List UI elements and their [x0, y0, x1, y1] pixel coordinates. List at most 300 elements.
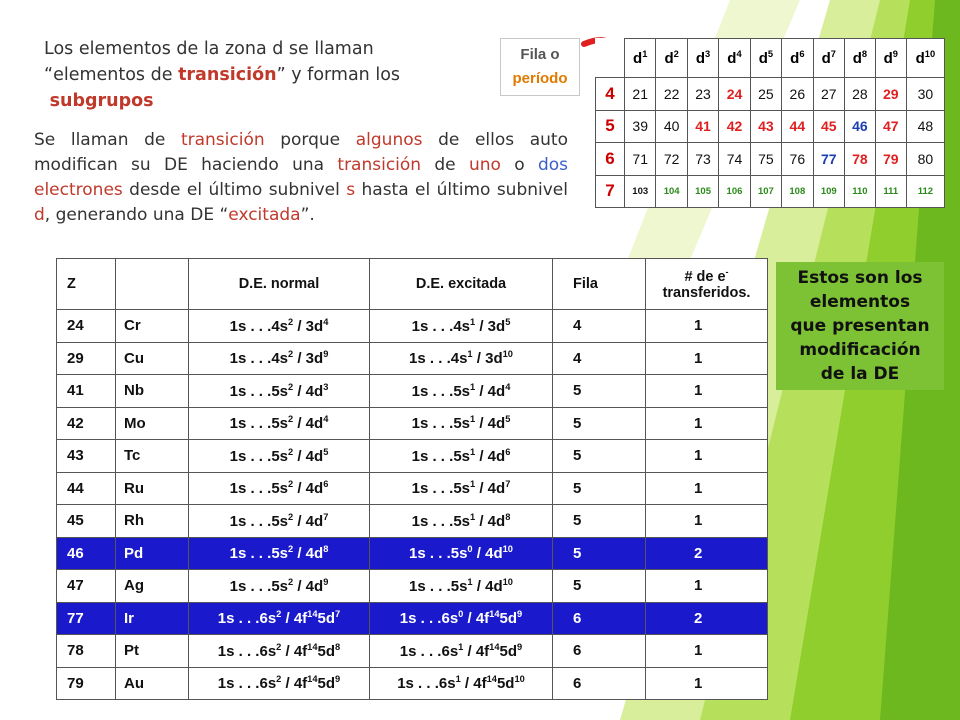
- config-mid: / 4d: [293, 545, 324, 563]
- element-number: 44: [782, 110, 813, 143]
- config-sup: 7: [335, 609, 341, 620]
- config-mid: / 3d: [293, 317, 324, 335]
- element-symbol: Tc: [116, 440, 189, 473]
- element-symbol: Pd: [116, 537, 189, 570]
- orbital-number: 9: [892, 49, 898, 59]
- period-row: [596, 78, 945, 111]
- config-sup: 10: [502, 576, 513, 587]
- config-mid: / 4d: [472, 545, 503, 563]
- table-row: [57, 667, 768, 700]
- orbital-letter: d: [915, 50, 925, 67]
- config-sup: 10: [502, 544, 513, 555]
- intro-line-2-pre: “elementos de: [44, 65, 179, 85]
- config-sup: 2: [288, 316, 294, 327]
- element-symbol: Cr: [116, 310, 189, 343]
- period-value: 5: [553, 375, 646, 408]
- config-sup: 14: [307, 674, 318, 685]
- config-mid: / 4d: [293, 415, 324, 433]
- period-number: 6: [596, 143, 625, 176]
- period-value: 6: [553, 667, 646, 700]
- config-sup: 5: [323, 446, 329, 457]
- config-mid: / 4d: [475, 480, 506, 498]
- config-base: 1s . . .5s: [229, 577, 288, 595]
- config-mid: / 4f: [460, 675, 487, 693]
- electrons-transferred: 1: [646, 310, 768, 343]
- table-row: [57, 602, 768, 635]
- config-sup: 3: [323, 381, 329, 392]
- orbital-letter: d: [852, 50, 862, 67]
- orbital-header: [844, 39, 875, 78]
- config-sup: 5: [505, 316, 511, 327]
- config-mid: 5d: [317, 642, 336, 660]
- paragraph-segment: de ellos auto modifican su DE haciendo una: [34, 130, 568, 175]
- element-number: 112: [906, 175, 944, 208]
- normal-configuration: [189, 310, 370, 343]
- config-base: 1s . . .5s: [411, 447, 470, 465]
- note-line: de la DE: [820, 364, 900, 384]
- orbital-letter: d: [821, 50, 831, 67]
- config-mid: / 4d: [293, 512, 324, 530]
- electrons-transferred: 1: [646, 570, 768, 603]
- config-mid: / 3d: [475, 317, 506, 335]
- config-sup: 14: [489, 641, 500, 652]
- period-number: 5: [596, 110, 625, 143]
- excited-configuration: [370, 505, 553, 538]
- config-mid: / 4f: [281, 675, 308, 693]
- normal-configuration: [189, 375, 370, 408]
- config-base: 1s . . .6s: [399, 610, 459, 628]
- config-sup: 1: [467, 576, 473, 587]
- element-number: 80: [906, 143, 944, 176]
- orbital-number: 10: [924, 49, 936, 59]
- config-base: 1s . . .5s: [229, 415, 288, 433]
- electrons-transferred: 1: [646, 440, 768, 473]
- table-row: [57, 537, 768, 570]
- table-row: [57, 570, 768, 603]
- atomic-number: 44: [57, 472, 116, 505]
- config-sup: 2: [288, 381, 294, 392]
- config-sup: 9: [335, 674, 341, 685]
- element-number: 107: [750, 175, 781, 208]
- header-fila: Fila: [553, 259, 646, 310]
- element-number: 74: [719, 143, 750, 176]
- config-sup: 2: [276, 674, 282, 685]
- element-number: 48: [906, 110, 944, 143]
- orbital-header: [782, 39, 813, 78]
- electrons-transferred: 1: [646, 635, 768, 668]
- electrons-transferred: 1: [646, 472, 768, 505]
- config-mid: / 4d: [475, 382, 506, 400]
- element-symbol: Rh: [116, 505, 189, 538]
- orbital-number: 1: [642, 49, 648, 59]
- header-row: [57, 259, 768, 310]
- table-row: [57, 472, 768, 505]
- config-sup: 1: [470, 511, 476, 522]
- config-sup: 1: [467, 349, 473, 360]
- element-symbol: Ag: [116, 570, 189, 603]
- element-number: 25: [750, 78, 781, 111]
- element-number: 47: [875, 110, 906, 143]
- config-base: 1s . . .5s: [229, 447, 288, 465]
- orbital-header: [875, 39, 906, 78]
- element-symbol: Mo: [116, 407, 189, 440]
- period-value: 5: [553, 537, 646, 570]
- config-sup: 6: [505, 446, 511, 457]
- config-base: 1s . . .4s: [229, 350, 288, 368]
- normal-configuration: [189, 342, 370, 375]
- config-base: 1s . . .4s: [411, 317, 470, 335]
- config-mid: / 4f: [463, 642, 490, 660]
- electrons-transferred: 2: [646, 602, 768, 635]
- orbital-letter: d: [664, 50, 674, 67]
- config-sup: 1: [470, 316, 476, 327]
- header-z: Z: [57, 259, 116, 310]
- excited-configuration: [370, 310, 553, 343]
- electrons-transferred: 1: [646, 407, 768, 440]
- period-value: 4: [553, 310, 646, 343]
- header-excited: D.E. excitada: [370, 259, 553, 310]
- config-base: 1s . . .6s: [217, 642, 277, 660]
- normal-configuration: [189, 505, 370, 538]
- orbital-header: [656, 39, 687, 78]
- intro-line-2: [44, 62, 444, 88]
- config-mid: / 4d: [293, 447, 324, 465]
- orbital-number: 3: [705, 49, 711, 59]
- config-mid: 5d: [317, 610, 336, 628]
- config-mid: / 4d: [293, 480, 324, 498]
- paragraph-segment: porque: [264, 130, 356, 150]
- atomic-number: 77: [57, 602, 116, 635]
- config-sup: 9: [323, 576, 329, 587]
- orbital-letter: d: [727, 50, 737, 67]
- excited-configuration: [370, 635, 553, 668]
- config-sup: 2: [288, 414, 294, 425]
- element-number: 109: [813, 175, 844, 208]
- config-sup: 7: [505, 479, 511, 490]
- element-symbol: Cu: [116, 342, 189, 375]
- element-number: 71: [625, 143, 656, 176]
- orbital-number: 4: [736, 49, 742, 59]
- config-sup: 9: [517, 609, 523, 620]
- config-sup: 1: [455, 674, 461, 685]
- excited-configuration: [370, 342, 553, 375]
- period-value: 5: [553, 570, 646, 603]
- config-sup: 4: [323, 316, 329, 327]
- paragraph-segment: desde el último subnivel: [122, 180, 347, 200]
- orbital-letter: d: [695, 50, 706, 67]
- config-sup: 2: [288, 349, 294, 360]
- orbital-letter: d: [883, 50, 893, 67]
- table-row: [57, 310, 768, 343]
- paragraph-segment: transición: [337, 155, 422, 175]
- normal-configuration: [189, 407, 370, 440]
- config-sup: 2: [288, 479, 294, 490]
- element-number: 39: [625, 110, 656, 143]
- config-sup: 8: [323, 544, 329, 555]
- header-transferred-pre: # de e: [684, 268, 726, 285]
- config-base: 1s . . .5s: [411, 512, 470, 530]
- period-value: 4: [553, 342, 646, 375]
- element-number: 104: [656, 175, 687, 208]
- atomic-number: 79: [57, 667, 116, 700]
- element-number: 75: [750, 143, 781, 176]
- table-row: [57, 635, 768, 668]
- excited-configuration: [370, 537, 553, 570]
- config-sup: 14: [486, 674, 497, 685]
- element-number: 24: [719, 78, 750, 111]
- header-symbol: [116, 259, 189, 310]
- intro-subgrupos-highlight: subgrupos: [49, 91, 154, 111]
- atomic-number: 42: [57, 407, 116, 440]
- element-number: 42: [719, 110, 750, 143]
- config-mid: / 4f: [281, 642, 308, 660]
- config-mid: / 3d: [472, 350, 503, 368]
- normal-configuration: [189, 667, 370, 700]
- atomic-number: 43: [57, 440, 116, 473]
- orbital-number: 6: [799, 49, 805, 59]
- period-row: [596, 175, 945, 208]
- element-number: 30: [906, 78, 944, 111]
- config-sup: 1: [470, 446, 476, 457]
- normal-configuration: [189, 570, 370, 603]
- config-sup: 14: [307, 609, 318, 620]
- config-sup: 0: [467, 544, 473, 555]
- period-value: 6: [553, 602, 646, 635]
- orbital-header: [719, 39, 750, 78]
- config-mid: 5d: [499, 610, 518, 628]
- normal-configuration: [189, 537, 370, 570]
- config-mid: 5d: [499, 642, 518, 660]
- table-row: [57, 505, 768, 538]
- atomic-number: 41: [57, 375, 116, 408]
- note-box: [776, 262, 944, 390]
- normal-configuration: [189, 440, 370, 473]
- note-line: Estos son los: [797, 268, 923, 288]
- excited-configuration: [370, 667, 553, 700]
- excited-configuration: [370, 407, 553, 440]
- orbital-letter: d: [790, 50, 800, 67]
- period-value: 5: [553, 440, 646, 473]
- config-sup: 4: [505, 381, 511, 392]
- config-sup: 10: [514, 674, 525, 685]
- atomic-number: 46: [57, 537, 116, 570]
- periodic-d-block-table: [595, 38, 945, 208]
- config-base: 1s . . .5s: [229, 512, 288, 530]
- config-sup: 2: [288, 544, 294, 555]
- config-sup: 9: [517, 641, 523, 652]
- config-mid: 5d: [317, 675, 336, 693]
- period-value: 5: [553, 472, 646, 505]
- element-number: 72: [656, 143, 687, 176]
- config-mid: / 3d: [293, 350, 324, 368]
- orbital-header: [687, 39, 718, 78]
- orbital-header: [906, 39, 944, 78]
- element-symbol: Ru: [116, 472, 189, 505]
- explanation-paragraph: [34, 128, 568, 228]
- config-base: 1s . . .6s: [217, 675, 277, 693]
- element-number: 79: [875, 143, 906, 176]
- paragraph-segment: d: [34, 205, 45, 225]
- table-row: [57, 440, 768, 473]
- header-transferred-post: transferidos.: [662, 284, 751, 301]
- config-mid: 5d: [496, 675, 515, 693]
- config-mid: / 4d: [475, 512, 506, 530]
- excited-configuration: [370, 375, 553, 408]
- config-sup: 2: [288, 511, 294, 522]
- electrons-transferred: 1: [646, 342, 768, 375]
- config-mid: / 4d: [475, 447, 506, 465]
- paragraph-segment: s: [346, 180, 356, 200]
- period-row: [596, 110, 945, 143]
- config-sup: 10: [502, 349, 513, 360]
- intro-line-1: Los elementos de la zona d se llaman: [44, 39, 374, 59]
- config-sup: 6: [323, 479, 329, 490]
- orbital-number: 5: [767, 49, 774, 59]
- element-number: 43: [750, 110, 781, 143]
- note-line: que presentan: [790, 316, 930, 336]
- element-number: 73: [687, 143, 718, 176]
- paragraph-segment: de: [421, 155, 469, 175]
- atomic-number: 24: [57, 310, 116, 343]
- element-number: 103: [625, 175, 656, 208]
- config-mid: / 4d: [293, 577, 324, 595]
- paragraph-segment: hasta el último subnivel: [355, 180, 568, 200]
- config-base: 1s . . .6s: [399, 642, 459, 660]
- config-mid: / 4d: [472, 577, 503, 595]
- paragraph-segment: o: [500, 155, 538, 175]
- orbital-header: [750, 39, 781, 78]
- element-number: 26: [782, 78, 813, 111]
- element-number: 45: [813, 110, 844, 143]
- period-number: 7: [596, 175, 625, 208]
- element-number: 41: [687, 110, 718, 143]
- config-base: 1s . . .5s: [411, 480, 470, 498]
- atomic-number: 29: [57, 342, 116, 375]
- orbital-number: 8: [861, 49, 868, 59]
- electrons-transferred: 1: [646, 505, 768, 538]
- element-number: 27: [813, 78, 844, 111]
- config-sup: 14: [307, 641, 318, 652]
- config-base: 1s . . .5s: [229, 545, 288, 563]
- element-number: 46: [844, 110, 875, 143]
- element-symbol: Ir: [116, 602, 189, 635]
- config-base: 1s . . .4s: [229, 317, 288, 335]
- config-base: 1s . . .5s: [411, 382, 470, 400]
- electrons-transferred: 2: [646, 537, 768, 570]
- config-base: 1s . . .5s: [409, 545, 468, 563]
- electrons-transferred: 1: [646, 667, 768, 700]
- paragraph-segment: excitada: [228, 205, 301, 225]
- orbital-letter: d: [633, 50, 643, 67]
- paragraph-segment: Se llaman de: [34, 130, 181, 150]
- header-transferred: [646, 259, 768, 310]
- config-base: 1s . . .5s: [411, 415, 470, 433]
- paragraph-segment: electrones: [34, 180, 123, 200]
- paragraph-segment: ”.: [300, 205, 315, 225]
- element-number: 78: [844, 143, 875, 176]
- config-sup: 2: [288, 446, 294, 457]
- element-number: 21: [625, 78, 656, 111]
- normal-configuration: [189, 602, 370, 635]
- normal-configuration: [189, 635, 370, 668]
- config-sup: 0: [458, 609, 464, 620]
- config-base: 1s . . .6s: [397, 675, 456, 693]
- corner-cell: [596, 39, 625, 78]
- period-value: 6: [553, 635, 646, 668]
- element-number: 28: [844, 78, 875, 111]
- paragraph-segment: , generando una DE “: [44, 205, 229, 225]
- excited-configuration: [370, 602, 553, 635]
- element-number: 110: [844, 175, 875, 208]
- config-sup: 7: [323, 511, 329, 522]
- excited-configuration: [370, 472, 553, 505]
- intro-line-2-post: ” y forman los: [276, 65, 401, 85]
- element-symbol: Au: [116, 667, 189, 700]
- element-symbol: Pt: [116, 635, 189, 668]
- config-base: 1s . . .5s: [229, 480, 288, 498]
- paragraph-segment: algunos: [355, 130, 423, 150]
- period-number: 4: [596, 78, 625, 111]
- config-sup: 14: [489, 609, 500, 620]
- config-base: 1s . . .5s: [409, 577, 468, 595]
- orbital-letter: d: [758, 50, 768, 67]
- element-number: 22: [656, 78, 687, 111]
- config-sup: 1: [470, 479, 476, 490]
- intro-text: [44, 36, 444, 114]
- period-value: 5: [553, 505, 646, 538]
- excited-configuration: [370, 440, 553, 473]
- paragraph-segment: dos: [537, 155, 568, 175]
- element-number: 106: [719, 175, 750, 208]
- element-number: 29: [875, 78, 906, 111]
- element-number: 111: [875, 175, 906, 208]
- orbital-number: 2: [673, 49, 679, 59]
- element-number: 76: [782, 143, 813, 176]
- normal-configuration: [189, 472, 370, 505]
- config-sup: 5: [505, 414, 511, 425]
- config-mid: / 4f: [281, 610, 308, 628]
- header-normal: D.E. normal: [189, 259, 370, 310]
- header-transferred-sup: -: [725, 267, 729, 278]
- excited-configuration: [370, 570, 553, 603]
- period-row: [596, 143, 945, 176]
- intro-line-3: [44, 88, 444, 114]
- element-number: 108: [782, 175, 813, 208]
- element-number: 23: [687, 78, 718, 111]
- periodo-label: período: [512, 70, 568, 87]
- config-mid: / 4f: [463, 610, 490, 628]
- config-mid: / 4d: [475, 415, 506, 433]
- period-value: 5: [553, 407, 646, 440]
- config-base: 1s . . .4s: [409, 350, 468, 368]
- orbital-number: 7: [830, 49, 836, 59]
- config-sup: 8: [505, 511, 511, 522]
- fila-label: Fila o: [520, 46, 560, 63]
- config-sup: 1: [458, 641, 464, 652]
- config-base: 1s . . .6s: [217, 610, 277, 628]
- config-sup: 4: [323, 414, 329, 425]
- config-sup: 2: [288, 576, 294, 587]
- config-sup: 2: [276, 641, 282, 652]
- config-sup: 9: [323, 349, 329, 360]
- electron-configuration-table: [56, 258, 768, 700]
- fila-periodo-label: [500, 38, 580, 96]
- paragraph-segment: transición: [180, 130, 265, 150]
- atomic-number: 78: [57, 635, 116, 668]
- note-line: elementos: [809, 292, 911, 312]
- table-row: [57, 342, 768, 375]
- config-mid: / 4d: [293, 382, 324, 400]
